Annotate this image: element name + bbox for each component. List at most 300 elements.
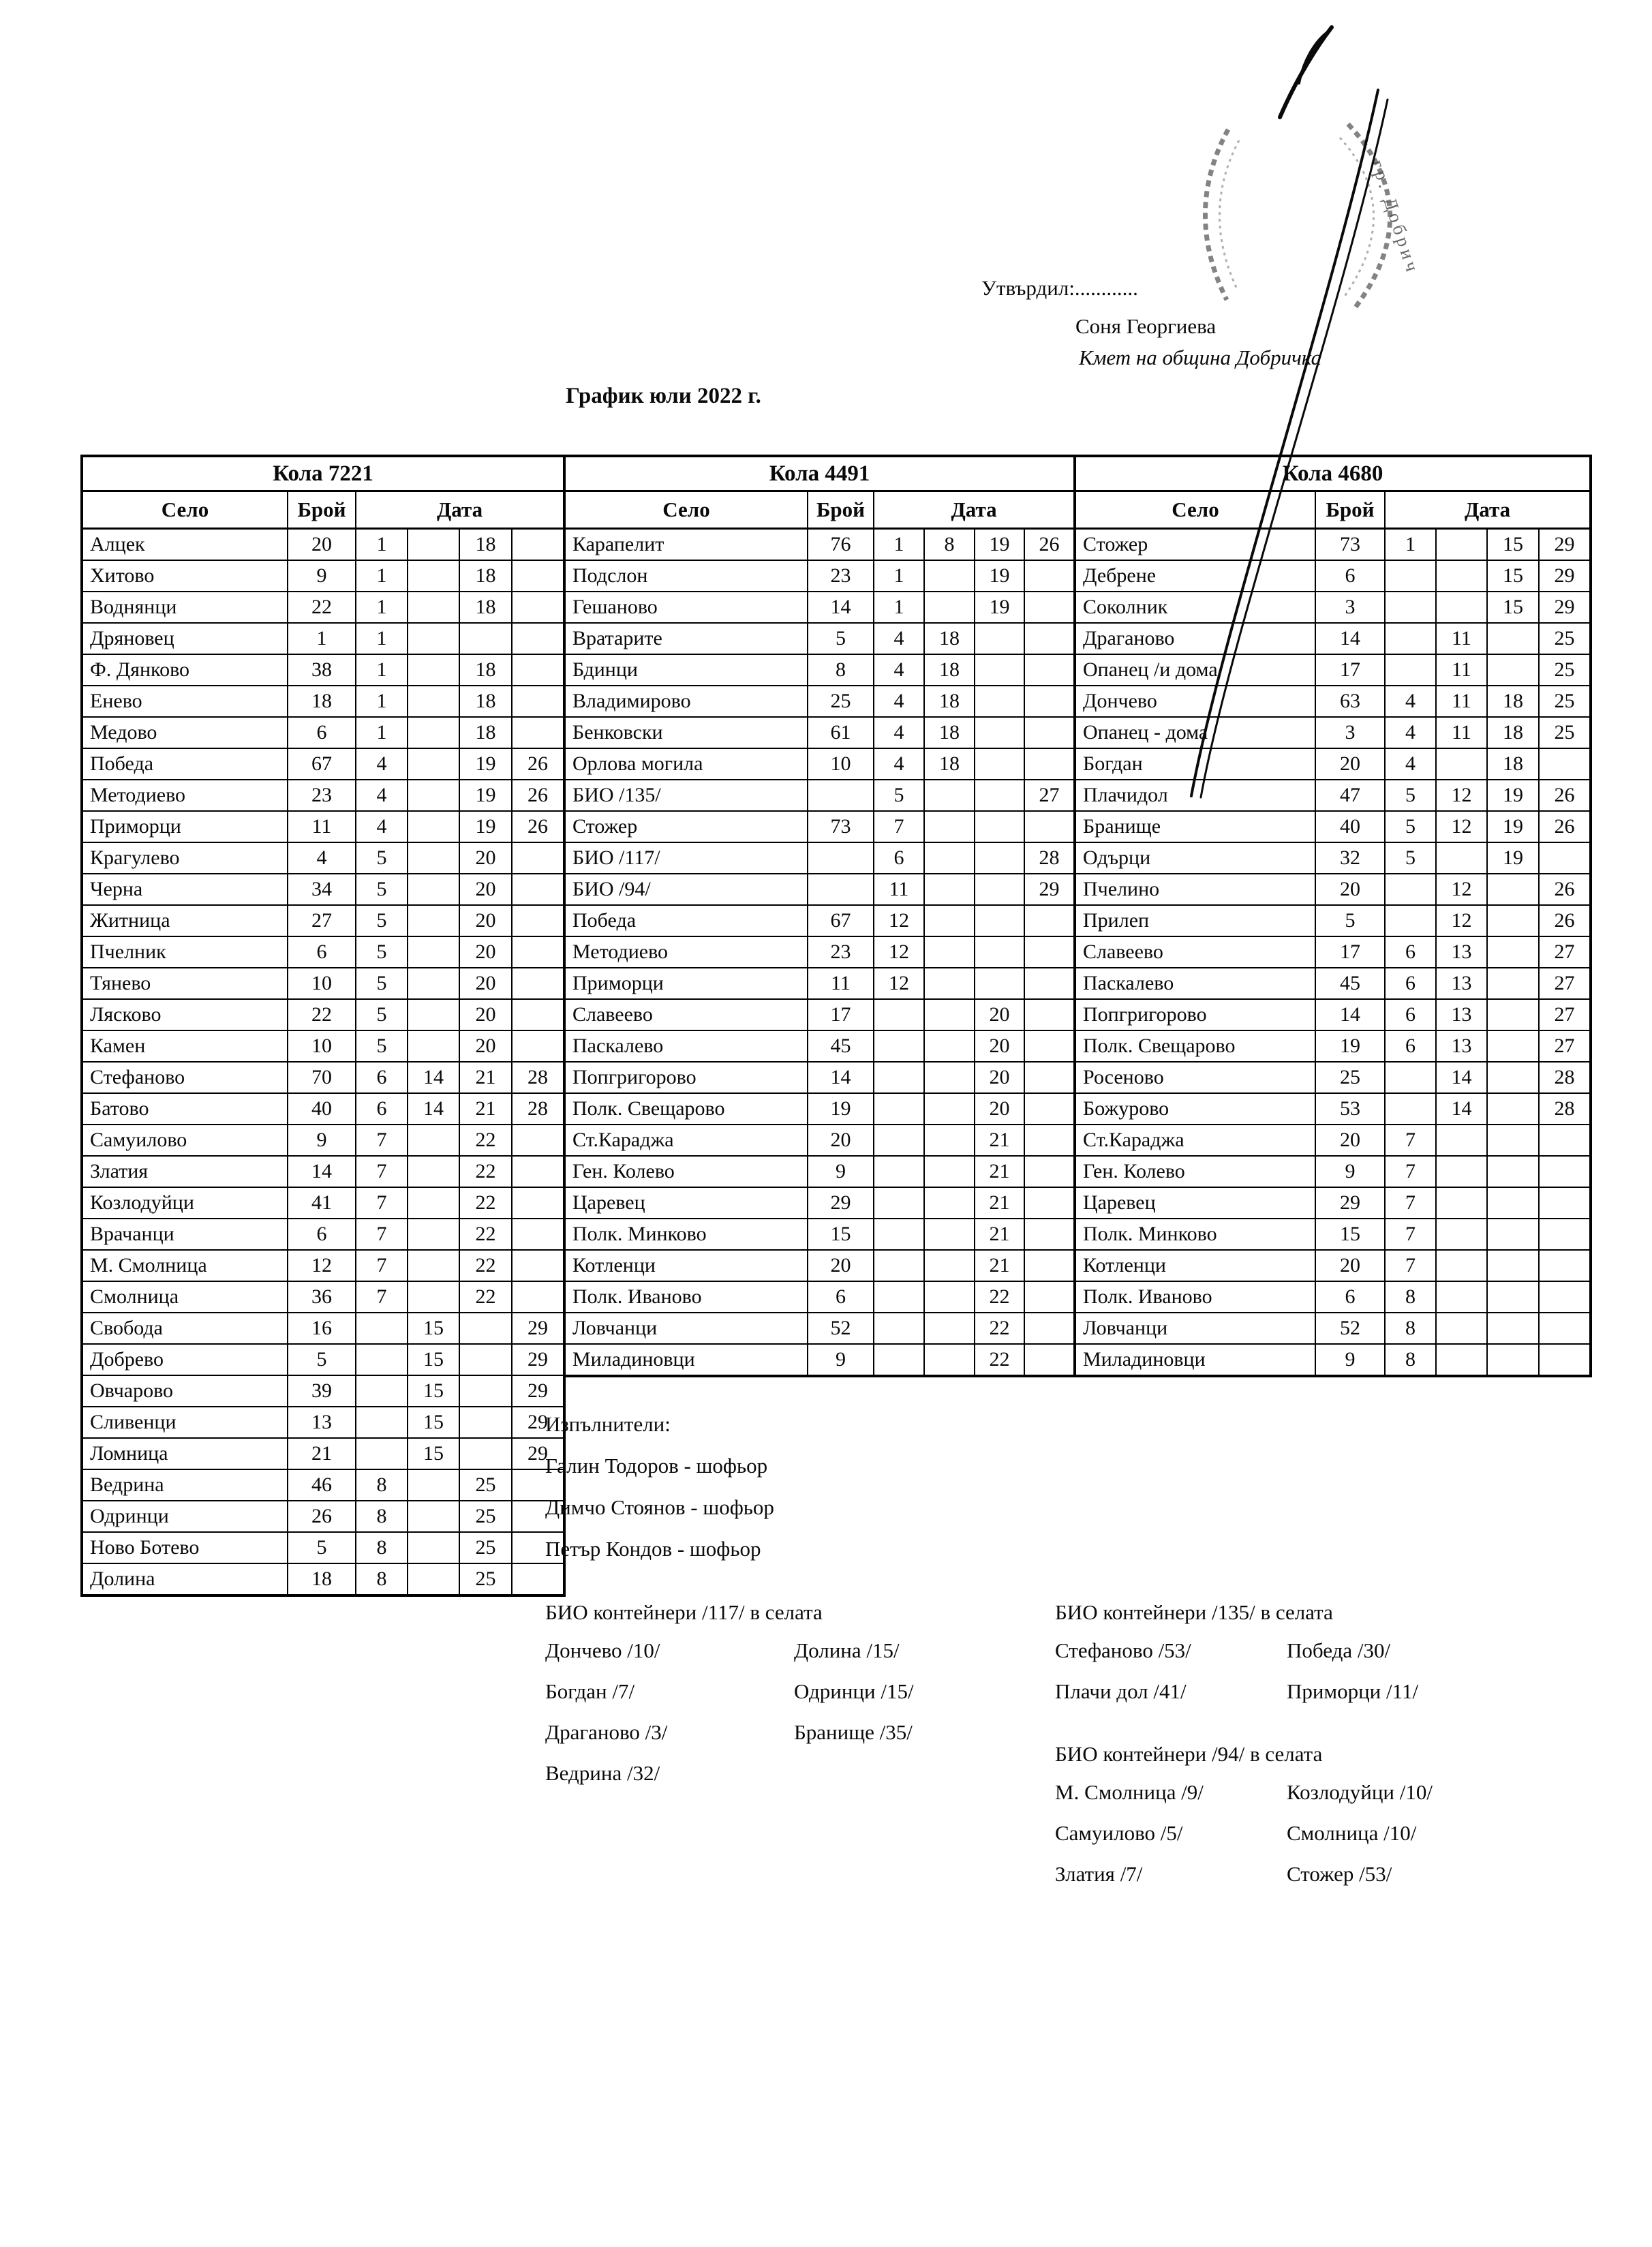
- village-cell: Енево: [82, 686, 288, 717]
- village-cell: Соколник: [1075, 592, 1315, 623]
- village-cell: Черна: [82, 874, 288, 905]
- village-cell: Овчарово: [82, 1375, 288, 1407]
- table-row: [564, 1344, 1075, 1376]
- date-cell: [1436, 1313, 1487, 1344]
- date-cell: 18: [459, 560, 512, 592]
- date-cell: 4: [356, 811, 408, 842]
- count-cell: 6: [288, 717, 356, 748]
- date-cell: [924, 1313, 975, 1344]
- count-cell: 27: [288, 905, 356, 936]
- date-cell: 29: [1024, 874, 1075, 905]
- table-row: [564, 592, 1075, 623]
- list-item: Бранище /35/: [794, 1720, 913, 1744]
- count-cell: 47: [1315, 780, 1385, 811]
- date-cell: 6: [1385, 1030, 1436, 1062]
- date-cell: [356, 1344, 408, 1375]
- date-cell: 26: [512, 780, 564, 811]
- date-cell: 25: [459, 1469, 512, 1501]
- date-cell: [1487, 1187, 1539, 1219]
- list-item: Златия /7/: [1055, 1862, 1143, 1886]
- count-cell: 40: [288, 1093, 356, 1125]
- date-cell: [975, 905, 1024, 936]
- date-cell: 4: [1385, 717, 1436, 748]
- date-cell: 25: [459, 1532, 512, 1563]
- count-cell: 15: [808, 1219, 874, 1250]
- date-cell: 1: [356, 592, 408, 623]
- table-row: [82, 1062, 564, 1093]
- date-cell: [874, 999, 924, 1030]
- date-cell: [975, 748, 1024, 780]
- village-cell: Пчелник: [82, 936, 288, 968]
- village-cell: Приморци: [564, 968, 808, 999]
- count-cell: 52: [1315, 1313, 1385, 1344]
- date-cell: [874, 1156, 924, 1187]
- village-cell: Долина: [82, 1563, 288, 1595]
- table-row: [82, 623, 564, 654]
- date-cell: [1024, 1062, 1075, 1093]
- village-cell: Ф. Дянково: [82, 654, 288, 686]
- table-row: [82, 1125, 564, 1156]
- table-row: [1075, 717, 1591, 748]
- date-cell: 19: [975, 560, 1024, 592]
- village-cell: Победа: [564, 905, 808, 936]
- table-row: [1075, 780, 1591, 811]
- village-cell: Ст.Караджа: [564, 1125, 808, 1156]
- column-header-village: Село: [564, 491, 808, 529]
- date-cell: 6: [1385, 968, 1436, 999]
- table-row: [82, 905, 564, 936]
- date-cell: [1385, 905, 1436, 936]
- date-cell: [924, 1344, 975, 1376]
- date-cell: 26: [1539, 811, 1591, 842]
- count-cell: 14: [808, 592, 874, 623]
- count-cell: [808, 842, 874, 874]
- date-cell: [1024, 1219, 1075, 1250]
- date-cell: [1024, 1313, 1075, 1344]
- date-cell: 27: [1539, 1030, 1591, 1062]
- date-cell: [512, 1156, 564, 1187]
- date-cell: [924, 1062, 975, 1093]
- date-cell: [408, 529, 459, 561]
- date-cell: [512, 842, 564, 874]
- date-cell: [924, 1156, 975, 1187]
- table-row: [1075, 1093, 1591, 1125]
- village-cell: Свобода: [82, 1313, 288, 1344]
- date-cell: [874, 1187, 924, 1219]
- date-cell: 7: [1385, 1250, 1436, 1281]
- approved-by-label: Утвърдил:............: [981, 276, 1138, 300]
- date-cell: 15: [1487, 560, 1539, 592]
- table-row: [82, 1344, 564, 1375]
- date-cell: 26: [512, 748, 564, 780]
- executors-title: Изпълнители:: [545, 1412, 671, 1436]
- village-cell: Ген. Колево: [564, 1156, 808, 1187]
- table-row: [82, 1532, 564, 1563]
- date-cell: 21: [975, 1125, 1024, 1156]
- count-cell: 16: [288, 1313, 356, 1344]
- date-cell: [975, 717, 1024, 748]
- count-cell: 63: [1315, 686, 1385, 717]
- date-cell: [408, 1187, 459, 1219]
- table-row: [564, 654, 1075, 686]
- table-row: [82, 717, 564, 748]
- list-item: Смолница /10/: [1287, 1821, 1417, 1845]
- date-cell: [1385, 874, 1436, 905]
- village-cell: Смолница: [82, 1281, 288, 1313]
- date-cell: [1487, 905, 1539, 936]
- table-row: [1075, 1187, 1591, 1219]
- column-header-date: Дата: [874, 491, 1075, 529]
- count-cell: 5: [1315, 905, 1385, 936]
- count-cell: 22: [288, 592, 356, 623]
- table-row: [1075, 1030, 1591, 1062]
- count-cell: 20: [288, 529, 356, 561]
- count-cell: 39: [288, 1375, 356, 1407]
- date-cell: 5: [356, 905, 408, 936]
- village-cell: Методиево: [82, 780, 288, 811]
- date-cell: 7: [356, 1250, 408, 1281]
- date-cell: [975, 780, 1024, 811]
- bio-column-2: [1287, 1630, 1418, 1712]
- date-cell: [924, 874, 975, 905]
- table-row: [82, 780, 564, 811]
- count-cell: 6: [288, 936, 356, 968]
- date-cell: [1539, 748, 1591, 780]
- count-cell: 73: [1315, 529, 1385, 561]
- count-cell: 20: [808, 1250, 874, 1281]
- village-cell: Полк. Свещарово: [564, 1093, 808, 1125]
- date-cell: [408, 748, 459, 780]
- date-cell: 12: [874, 905, 924, 936]
- date-cell: [1024, 686, 1075, 717]
- village-cell: БИО /94/: [564, 874, 808, 905]
- table-row: [564, 999, 1075, 1030]
- count-cell: 34: [288, 874, 356, 905]
- date-cell: 28: [512, 1062, 564, 1093]
- table-row: [82, 529, 564, 561]
- count-cell: 5: [288, 1344, 356, 1375]
- count-cell: 13: [288, 1407, 356, 1438]
- date-cell: [1385, 1093, 1436, 1125]
- date-cell: 18: [1487, 748, 1539, 780]
- count-cell: 29: [1315, 1187, 1385, 1219]
- count-cell: 12: [288, 1250, 356, 1281]
- date-cell: [1024, 811, 1075, 842]
- date-cell: [512, 623, 564, 654]
- date-cell: 18: [1487, 686, 1539, 717]
- village-cell: Божурово: [1075, 1093, 1315, 1125]
- table-row: [82, 1501, 564, 1532]
- count-cell: 19: [1315, 1030, 1385, 1062]
- date-cell: [408, 905, 459, 936]
- date-cell: 22: [459, 1250, 512, 1281]
- date-cell: 21: [975, 1156, 1024, 1187]
- date-cell: 13: [1436, 968, 1487, 999]
- date-cell: 5: [356, 999, 408, 1030]
- village-cell: Богдан: [1075, 748, 1315, 780]
- date-cell: 26: [512, 811, 564, 842]
- date-cell: [1539, 1313, 1591, 1344]
- village-cell: Вратарите: [564, 623, 808, 654]
- date-cell: 8: [1385, 1344, 1436, 1376]
- village-cell: Козлодуйци: [82, 1187, 288, 1219]
- date-cell: 7: [356, 1187, 408, 1219]
- village-cell: Ген. Колево: [1075, 1156, 1315, 1187]
- list-item: Галин Тодоров - шофьор: [545, 1454, 768, 1478]
- date-cell: 6: [356, 1093, 408, 1125]
- count-cell: 45: [808, 1030, 874, 1062]
- date-cell: [1436, 842, 1487, 874]
- date-cell: [1024, 1281, 1075, 1313]
- date-cell: 7: [1385, 1156, 1436, 1187]
- date-cell: [1539, 1125, 1591, 1156]
- table-row: [1075, 1281, 1591, 1313]
- village-cell: Стожер: [1075, 529, 1315, 561]
- date-cell: 8: [924, 529, 975, 561]
- date-cell: 18: [459, 686, 512, 717]
- date-cell: 12: [874, 968, 924, 999]
- table-row: [82, 842, 564, 874]
- date-cell: 28: [1539, 1062, 1591, 1093]
- date-cell: 18: [924, 748, 975, 780]
- date-cell: [1024, 905, 1075, 936]
- village-cell: Царевец: [1075, 1187, 1315, 1219]
- date-cell: 26: [1539, 780, 1591, 811]
- village-cell: Ловчанци: [564, 1313, 808, 1344]
- date-cell: 25: [1539, 717, 1591, 748]
- table-row: [1075, 1250, 1591, 1281]
- count-cell: 6: [1315, 1281, 1385, 1313]
- date-cell: 20: [975, 1062, 1024, 1093]
- date-cell: [975, 654, 1024, 686]
- bio-section-title: БИО контейнери /94/ в селата: [1055, 1742, 1323, 1766]
- table-row: [564, 842, 1075, 874]
- date-cell: [512, 1030, 564, 1062]
- date-cell: 15: [408, 1344, 459, 1375]
- date-cell: 1: [356, 560, 408, 592]
- bio-section-117: [545, 1600, 1050, 1825]
- date-cell: [874, 1062, 924, 1093]
- date-cell: 19: [1487, 780, 1539, 811]
- date-cell: 22: [459, 1156, 512, 1187]
- date-cell: [408, 686, 459, 717]
- date-cell: [1024, 1093, 1075, 1125]
- date-cell: [1436, 560, 1487, 592]
- table-row: [1075, 999, 1591, 1030]
- date-cell: [924, 905, 975, 936]
- date-cell: 8: [356, 1563, 408, 1595]
- table-row: [82, 1469, 564, 1501]
- village-cell: Бенковски: [564, 717, 808, 748]
- count-cell: 20: [1315, 1125, 1385, 1156]
- date-cell: [1436, 1187, 1487, 1219]
- date-cell: 29: [512, 1375, 564, 1407]
- count-cell: 67: [808, 905, 874, 936]
- table-row: [564, 936, 1075, 968]
- date-cell: 20: [975, 999, 1024, 1030]
- date-cell: [408, 1469, 459, 1501]
- count-cell: 20: [1315, 748, 1385, 780]
- date-cell: 15: [408, 1375, 459, 1407]
- executors-list: [545, 1445, 774, 1570]
- table-row: [564, 1062, 1075, 1093]
- village-cell: Полк. Минково: [1075, 1219, 1315, 1250]
- count-cell: 1: [288, 623, 356, 654]
- table-row: [82, 1563, 564, 1595]
- date-cell: 5: [1385, 842, 1436, 874]
- date-cell: [924, 1219, 975, 1250]
- date-cell: 20: [459, 999, 512, 1030]
- table-row: [1075, 1219, 1591, 1250]
- count-cell: 26: [288, 1501, 356, 1532]
- date-cell: [1385, 623, 1436, 654]
- date-cell: 19: [459, 748, 512, 780]
- village-cell: Царевец: [564, 1187, 808, 1219]
- date-cell: 12: [1436, 811, 1487, 842]
- date-cell: 29: [512, 1438, 564, 1469]
- date-cell: 19: [459, 811, 512, 842]
- count-cell: 20: [808, 1125, 874, 1156]
- stamp-city-text: гр. Добрич: [1367, 157, 1424, 277]
- date-cell: [1487, 623, 1539, 654]
- table-row: [1075, 1344, 1591, 1376]
- date-cell: [408, 654, 459, 686]
- date-cell: [512, 905, 564, 936]
- date-cell: [512, 1250, 564, 1281]
- date-cell: [1024, 1125, 1075, 1156]
- table-row: [82, 1156, 564, 1187]
- date-cell: [924, 999, 975, 1030]
- date-cell: 8: [1385, 1313, 1436, 1344]
- date-cell: 22: [459, 1281, 512, 1313]
- date-cell: [408, 999, 459, 1030]
- table-row: [564, 1313, 1075, 1344]
- date-cell: [1024, 654, 1075, 686]
- table-row: [82, 560, 564, 592]
- village-cell: Попгригорово: [564, 1062, 808, 1093]
- date-cell: [512, 968, 564, 999]
- bio-section-94: [1055, 1742, 1559, 1919]
- count-cell: 11: [808, 968, 874, 999]
- date-cell: 6: [874, 842, 924, 874]
- village-cell: Стожер: [564, 811, 808, 842]
- date-cell: [1436, 592, 1487, 623]
- village-cell: Батово: [82, 1093, 288, 1125]
- date-cell: 28: [512, 1093, 564, 1125]
- date-cell: 5: [356, 874, 408, 905]
- village-cell: Полк. Иваново: [1075, 1281, 1315, 1313]
- date-cell: 29: [512, 1313, 564, 1344]
- count-cell: 29: [808, 1187, 874, 1219]
- date-cell: [408, 1125, 459, 1156]
- table-row: [564, 529, 1075, 561]
- date-cell: 4: [874, 654, 924, 686]
- date-cell: [408, 560, 459, 592]
- date-cell: 7: [356, 1219, 408, 1250]
- date-cell: 19: [1487, 842, 1539, 874]
- count-cell: 17: [808, 999, 874, 1030]
- date-cell: 7: [1385, 1125, 1436, 1156]
- date-cell: [924, 968, 975, 999]
- table-row: [1075, 936, 1591, 968]
- date-cell: [408, 1156, 459, 1187]
- date-cell: [356, 1407, 408, 1438]
- table-row: [82, 1250, 564, 1281]
- date-cell: [512, 592, 564, 623]
- table-row: [82, 874, 564, 905]
- date-cell: [1385, 1062, 1436, 1093]
- count-cell: 4: [288, 842, 356, 874]
- date-cell: [1436, 748, 1487, 780]
- date-cell: [975, 842, 1024, 874]
- date-cell: [924, 592, 975, 623]
- date-cell: [512, 529, 564, 561]
- date-cell: [1539, 1156, 1591, 1187]
- date-cell: 22: [459, 1187, 512, 1219]
- date-cell: 29: [1539, 529, 1591, 561]
- table-row: [564, 1093, 1075, 1125]
- village-cell: Бранище: [1075, 811, 1315, 842]
- count-cell: 32: [1315, 842, 1385, 874]
- count-cell: 11: [288, 811, 356, 842]
- date-cell: [459, 1313, 512, 1344]
- date-cell: [1487, 1093, 1539, 1125]
- bio-section-title: БИО контейнери /135/ в селата: [1055, 1600, 1333, 1624]
- list-item: Петър Кондов - шофьор: [545, 1537, 761, 1561]
- date-cell: [408, 968, 459, 999]
- date-cell: 19: [1487, 811, 1539, 842]
- date-cell: 11: [1436, 686, 1487, 717]
- approver-title: Кмет на община Добричка: [1079, 346, 1322, 369]
- date-cell: [1436, 1156, 1487, 1187]
- date-cell: [874, 1030, 924, 1062]
- village-cell: Камен: [82, 1030, 288, 1062]
- village-cell: Плачидол: [1075, 780, 1315, 811]
- date-cell: [1385, 654, 1436, 686]
- list-item: Драганово /3/: [545, 1720, 668, 1744]
- table-row: [564, 748, 1075, 780]
- date-cell: [1539, 842, 1591, 874]
- executors-section: [545, 1412, 774, 1570]
- date-cell: 8: [356, 1532, 408, 1563]
- round-stamp-icon: [1205, 124, 1423, 308]
- date-cell: [408, 623, 459, 654]
- table-title: Кола 7221: [82, 456, 564, 491]
- count-cell: 18: [288, 1563, 356, 1595]
- count-cell: 46: [288, 1469, 356, 1501]
- date-cell: [1487, 1281, 1539, 1313]
- date-cell: 7: [356, 1125, 408, 1156]
- table-row: [1075, 654, 1591, 686]
- table-row: [82, 748, 564, 780]
- table-row: [82, 936, 564, 968]
- village-cell: Полк. Свещарово: [1075, 1030, 1315, 1062]
- village-cell: Стефаново: [82, 1062, 288, 1093]
- date-cell: 25: [459, 1563, 512, 1595]
- date-cell: [1487, 654, 1539, 686]
- count-cell: 5: [288, 1532, 356, 1563]
- date-cell: 20: [975, 1030, 1024, 1062]
- date-cell: [408, 592, 459, 623]
- date-cell: 18: [459, 717, 512, 748]
- date-cell: 7: [1385, 1187, 1436, 1219]
- count-cell: 14: [288, 1156, 356, 1187]
- table-row: [82, 1407, 564, 1438]
- table-row: [564, 811, 1075, 842]
- date-cell: 22: [459, 1219, 512, 1250]
- table-row: [1075, 811, 1591, 842]
- village-cell: Одринци: [82, 1501, 288, 1532]
